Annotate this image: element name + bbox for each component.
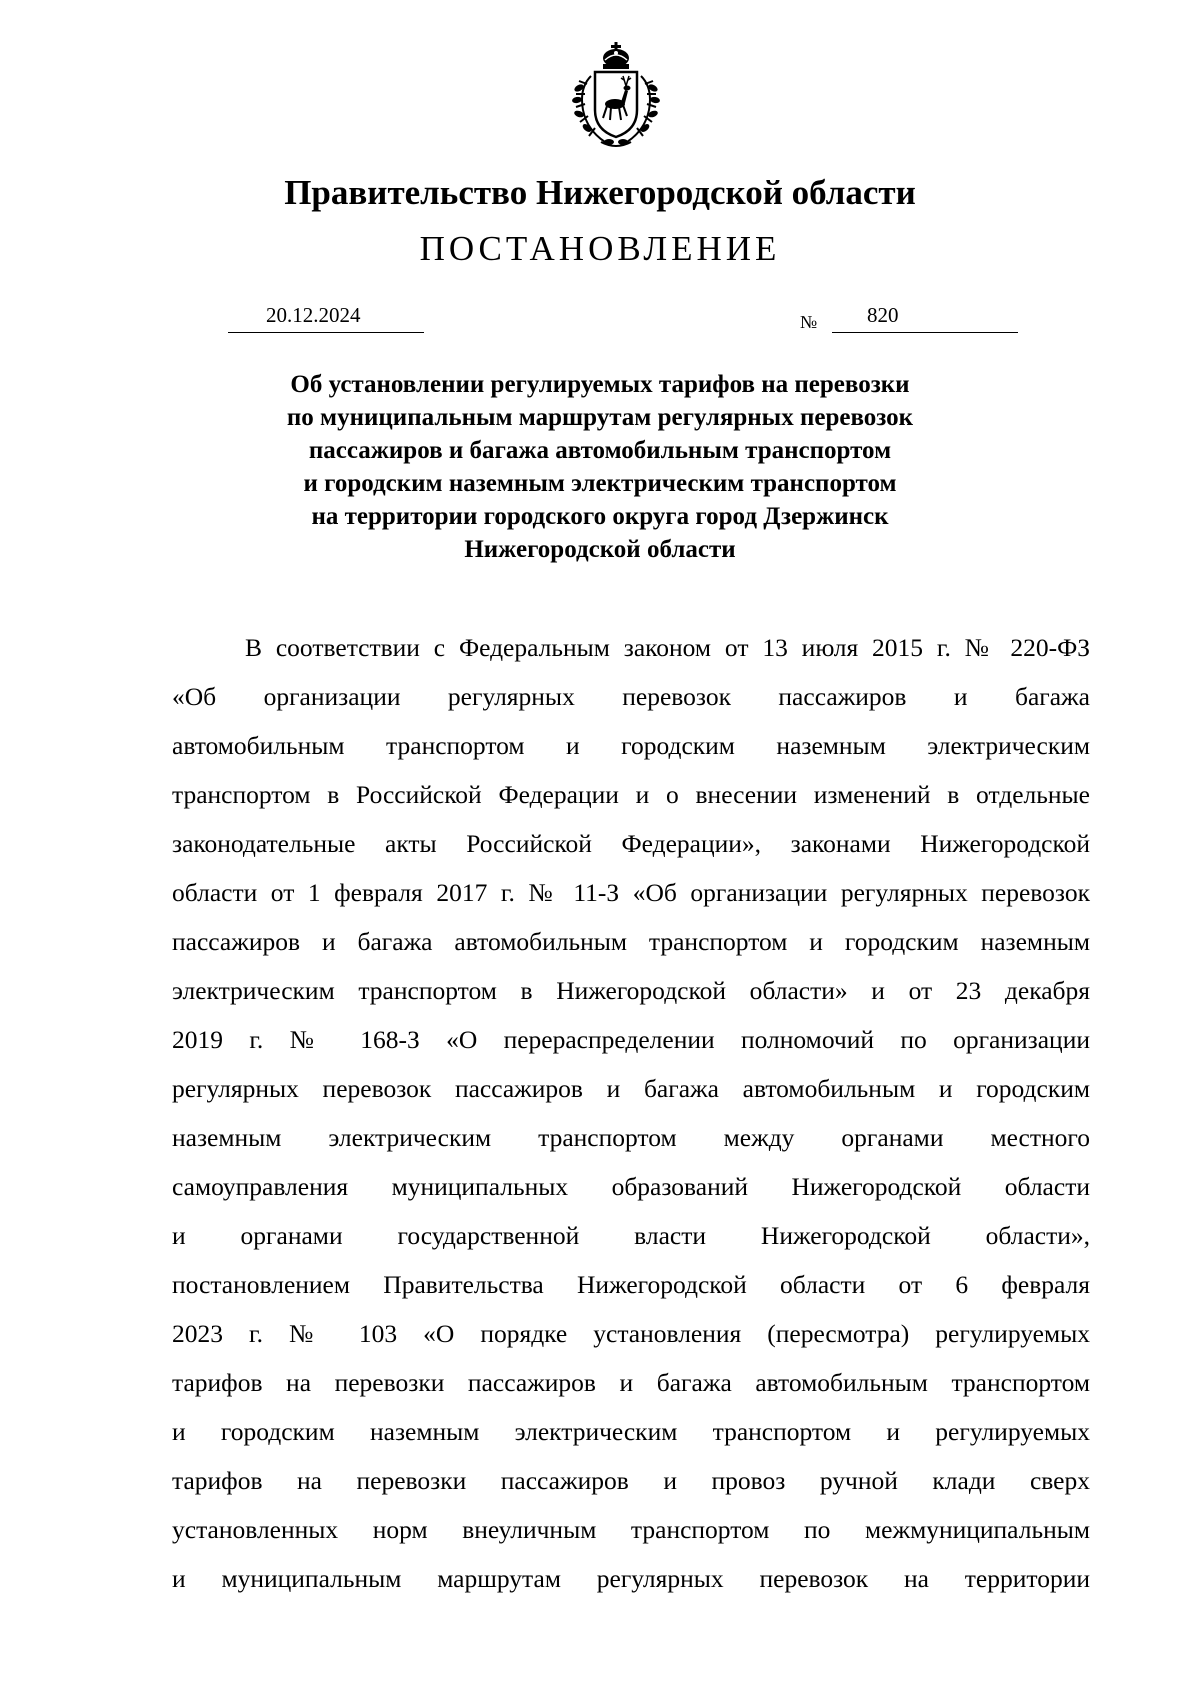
body-line: законодательные акты Российской Федерации», законами Нижегородской — [172, 829, 1090, 858]
body-line: 2019 г. № 168-З «О перераспределении полномочий по организации — [172, 1025, 1090, 1054]
body-line: регулярных перевозок пассажиров и багажа автомобильным и городским — [172, 1074, 1090, 1103]
body-line: наземным электрическим транспортом между органами местного — [172, 1123, 1090, 1152]
number-field — [832, 302, 1018, 333]
heading-line: и городским наземным электрическим транспортом — [303, 470, 897, 497]
document-number: 820 — [867, 303, 899, 327]
body-line: пассажиров и багажа автомобильным транспортом и городским наземным — [172, 927, 1090, 956]
number-sign: № — [800, 312, 818, 332]
body-paragraph — [172, 623, 1090, 1603]
document-heading — [0, 368, 1200, 566]
document-type: ПОСТАНОВЛЕНИЕ — [419, 229, 781, 268]
body-line: самоуправления муниципальных образований Нижегородской области — [172, 1172, 1090, 1201]
body-line: и городским наземным электрическим транспортом и регулируемых — [172, 1417, 1090, 1446]
heading-line: по муниципальным маршрутам регулярных перевозок — [286, 404, 914, 431]
body-line: транспортом в Российской Федерации и о внесении изменений в отдельные — [172, 780, 1090, 809]
body-line: 2023 г. № 103 «О порядке установления (пересмотра) регулируемых — [172, 1319, 1090, 1348]
body-line: автомобильным транспортом и городским наземным электрическим — [172, 731, 1090, 760]
heading-line: на территории городского округа город Дзержинск — [311, 503, 889, 530]
government-title: Правительство Нижегородской области — [284, 173, 916, 212]
coat-of-arms-icon — [565, 38, 667, 150]
body-line: постановлением Правительства Нижегородской области от 6 февраля — [172, 1270, 1090, 1299]
document-date: 20.12.2024 — [266, 303, 361, 327]
body-line: В соответствии с Федеральным законом от 13 июля 2015 г. № 220-ФЗ — [245, 633, 1090, 662]
date-field — [228, 302, 424, 333]
body-line: электрическим транспортом в Нижегородской области» и от 23 декабря — [172, 976, 1090, 1005]
body-line: и органами государственной власти Нижегородской области», — [172, 1221, 1090, 1250]
body-line: тарифов на перевозки пассажиров и багажа автомобильным транспортом — [172, 1368, 1090, 1397]
heading-line: Об установлении регулируемых тарифов на перевозки — [290, 371, 910, 398]
crown-icon — [603, 42, 629, 69]
heading-line: пассажиров и багажа автомобильным транспортом — [308, 437, 892, 464]
body-line: тарифов на перевозки пассажиров и провоз ручной клади сверх — [172, 1466, 1090, 1495]
body-line: области от 1 февраля 2017 г. № 11-З «Об организации регулярных перевозок — [172, 878, 1090, 907]
body-line: «Об организации регулярных перевозок пассажиров и багажа — [172, 682, 1090, 711]
body-line: установленных норм внеуличным транспортом по межмуниципальным — [172, 1515, 1090, 1544]
body-line: и муниципальным маршрутам регулярных перевозок на территории — [172, 1564, 1090, 1593]
heading-line: Нижегородской области — [464, 536, 736, 563]
